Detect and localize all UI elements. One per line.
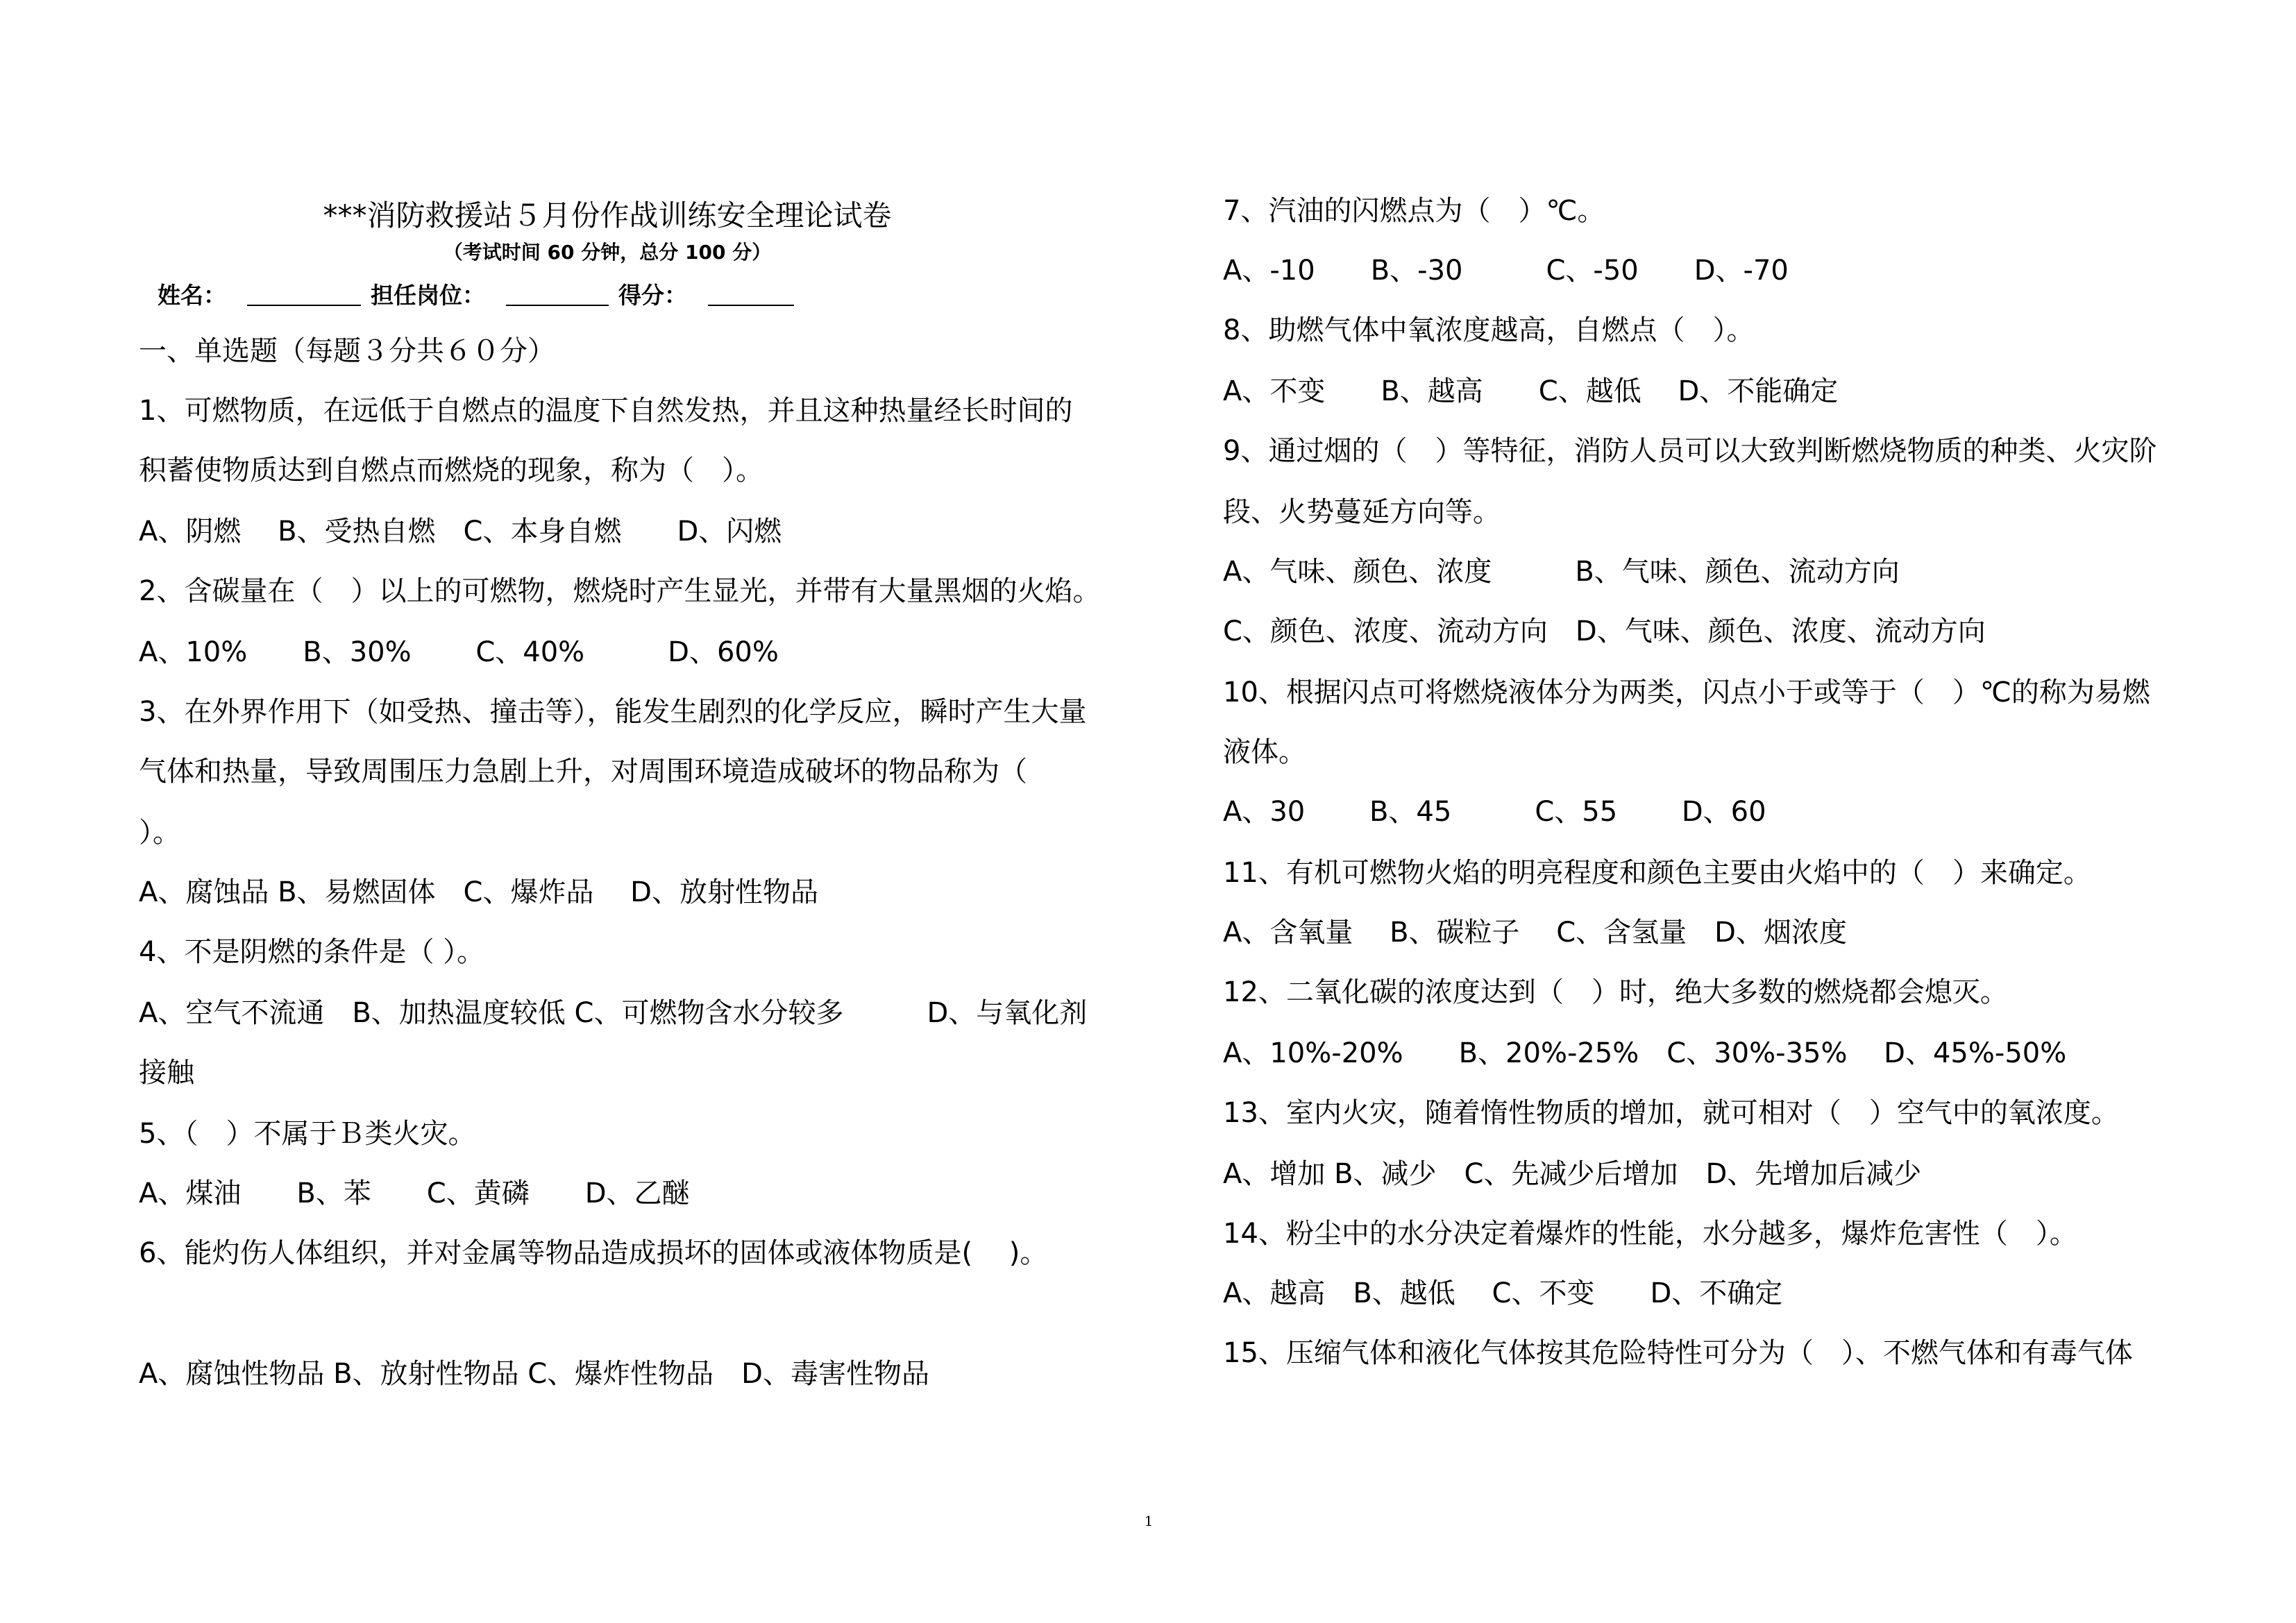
options-line: A、阴燃 B、受热自燃 C、本身自燃 D、闪燃 xyxy=(139,516,782,547)
options-line: 接触 xyxy=(139,1057,194,1089)
options-line: A、越高 B、越低 C、不变 D、不确定 xyxy=(1223,1277,1783,1309)
score-blank[interactable] xyxy=(708,284,794,306)
question-line: 13、室内火灾，随着惰性物质的增加，就可相对（ ）空气中的氧浓度。 xyxy=(1223,1097,2119,1129)
exam-subtitle: （考试时间 60 分钟，总分 100 分） xyxy=(443,241,772,264)
question-line: 8、助燃气体中氧浓度越高，自燃点（ ）。 xyxy=(1223,314,1755,346)
options-line: A、10%-20% B、20%-25% C、30%-35% D、45%-50% xyxy=(1223,1037,2067,1069)
options-line: A、空气不流通 B、加热温度较低 C、可燃物含水分较多 D、与氧化剂 xyxy=(139,997,1088,1029)
question-line: ）。 xyxy=(139,817,180,849)
section-heading: 一、单选题（每题３分共６０分） xyxy=(139,335,555,367)
question-line: 气体和热量，导致周围压力急剧上升，对周围环境造成破坏的物品称为（ xyxy=(139,756,1027,788)
question-line: 积蓄使物质达到自燃点而燃烧的现象，称为（ ）。 xyxy=(139,454,763,486)
question-line: 14、粉尘中的水分决定着爆炸的性能，水分越多，爆炸危害性（ ）。 xyxy=(1223,1218,2077,1250)
question-line: 4、不是阴燃的条件是（ ）。 xyxy=(139,936,485,968)
question-line: 段、火势蔓延方向等。 xyxy=(1223,496,1501,528)
question-line: 1、可燃物质，在远低于自燃点的温度下自然发热，并且这种热量经长时间的 xyxy=(139,395,1073,427)
question-line: 9、通过烟的（ ）等特征，消防人员可以大致判断燃烧物质的种类、火灾阶 xyxy=(1223,435,2157,467)
options-line: A、30 B、45 C、55 D、60 xyxy=(1223,796,1766,828)
options-line: A、-10 B、-30 C、-50 D、-70 xyxy=(1223,255,1789,287)
question-line: 12、二氧化碳的浓度达到（ ）时，绝大多数的燃烧都会熄灭。 xyxy=(1223,976,2008,1008)
question-line: 7、汽油的闪燃点为（ ）℃。 xyxy=(1223,195,1605,227)
question-line: 3、在外界作用下（如受热、撞击等），能发生剧烈的化学反应，瞬时产生大量 xyxy=(139,696,1087,728)
page-number: 1 xyxy=(1144,1513,1154,1529)
question-line: 10、根据闪点可将燃烧液体分为两类，闪点小于或等于（ ）℃的称为易燃 xyxy=(1223,677,2150,708)
name-blank[interactable] xyxy=(247,284,361,306)
options-line: A、不变 B、越高 C、越低 D、不能确定 xyxy=(1223,375,1839,407)
options-line: A、气味、颜色、浓度 B、气味、颜色、流动方向 xyxy=(1223,556,1900,588)
name-label: 姓名： xyxy=(158,282,226,309)
options-line: A、煤油 B、苯 C、黄磷 D、乙醚 xyxy=(139,1178,690,1209)
question-line: 液体。 xyxy=(1223,736,1306,768)
post-blank[interactable] xyxy=(506,284,609,306)
question-line: 5、（ ）不属于Ｂ类火灾。 xyxy=(139,1118,476,1150)
options-line: C、颜色、浓度、流动方向 D、气味、颜色、浓度、流动方向 xyxy=(1223,615,1986,647)
question-line: 15、压缩气体和液化气体按其危险特性可分为（ ）、不燃气体和有毒气体 xyxy=(1223,1337,2133,1369)
options-line: A、腐蚀品 B、易燃固体 C、爆炸品 D、放射性物品 xyxy=(139,876,818,908)
post-label: 担任岗位： xyxy=(371,282,485,309)
options-line: A、含氧量 B、碳粒子 C、含氢量 D、烟浓度 xyxy=(1223,917,1847,949)
options-line: A、10% B、30% C、40% D、60% xyxy=(139,636,779,668)
candidate-info-row xyxy=(158,278,804,310)
question-line: 6、能灼伤人体组织，并对金属等物品造成损坏的固体或液体物质是( )。 xyxy=(139,1237,1048,1269)
question-line: 11、有机可燃物火焰的明亮程度和颜色主要由火焰中的（ ）来确定。 xyxy=(1223,857,2091,889)
options-line: A、腐蚀性物品 B、放射性物品 C、爆炸性物品 D、毒害性物品 xyxy=(139,1358,929,1390)
exam-title: ***消防救援站５月份作战训练安全理论试卷 xyxy=(323,198,892,232)
score-label: 得分： xyxy=(618,282,687,309)
question-line: 2、含碳量在（ ）以上的可燃物，燃烧时产生显光，并带有大量黑烟的火焰。 xyxy=(139,575,1101,607)
options-line: A、增加 B、减少 C、先减少后增加 D、先增加后减少 xyxy=(1223,1158,1922,1190)
